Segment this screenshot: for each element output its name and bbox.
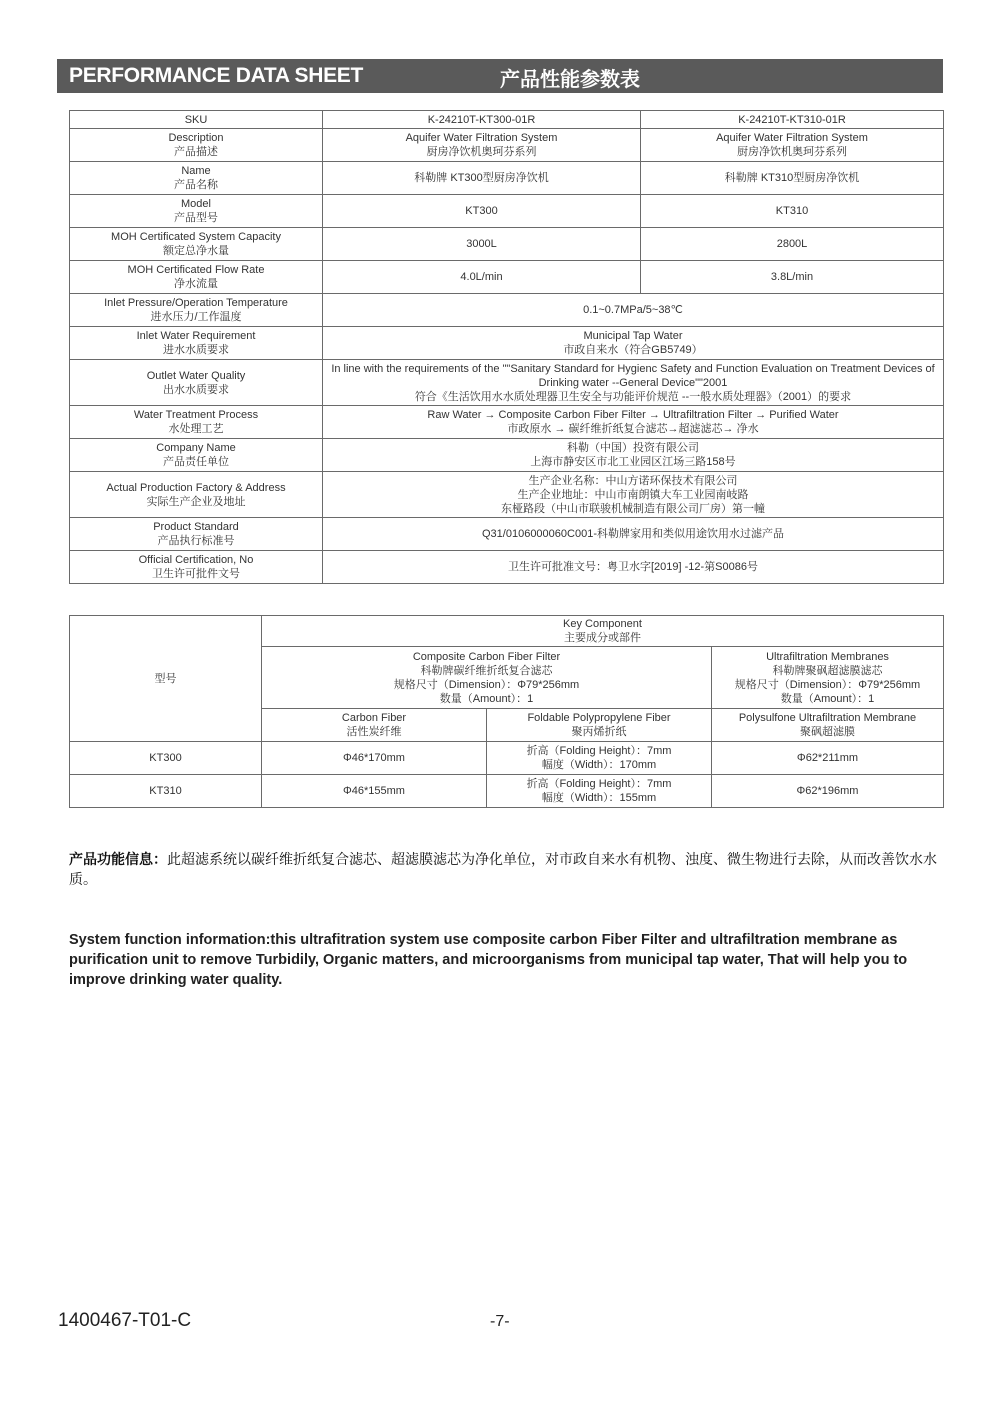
cell-text: 3.8L/min — [770, 271, 814, 283]
function-info-cn — [69, 850, 949, 890]
cell-text: MOH Certificated Flow Rate — [127, 264, 265, 276]
table-row — [70, 472, 944, 518]
model-header — [70, 616, 262, 742]
cell-text: 4.0L/min — [460, 271, 503, 283]
function-info-en-text: this ultrafitration system use composite carbon Fiber Filter and ultrafiltration membrane as purification unit to remove Turbidily, Organic matters, and microorganisms from municipal tap water, That will help you to improve drinking water quality. — [69, 932, 908, 988]
cell-text: 型号 — [154, 672, 177, 685]
pressure-label — [70, 294, 323, 327]
cell-text: 东桠路段（中山市联骏机械制造有限公司厂房）第一幢 — [501, 502, 765, 515]
row-carbon — [262, 742, 487, 775]
cell-text: 2800L — [776, 238, 808, 250]
capacity-label — [70, 228, 323, 261]
row-model — [70, 775, 262, 808]
page-title-en: PERFORMANCE DATA SHEET — [69, 64, 364, 87]
table-row — [70, 294, 944, 327]
cell-text: 数量（Amount）：1 — [780, 692, 875, 705]
cell-text: 上海市静安区市北工业园区江场三路158号 — [530, 456, 736, 468]
function-info-cn-label: 产品功能信息： — [69, 852, 167, 868]
cell-text: Q31/0106000060C001-科勒牌家用和类似用途饮用水过滤产品 — [482, 528, 784, 540]
polysulfone-header — [712, 709, 944, 742]
table-row — [70, 129, 944, 162]
cell-text: 产品执行标准号 — [157, 535, 235, 547]
cell-text: 厨房净饮机奥珂芬系列 — [426, 146, 537, 158]
row-fold — [487, 775, 712, 808]
key-component-header — [262, 616, 944, 647]
cell-text: 卫生许可批准文号：粤卫水字[2019] -12-第S0086号 — [507, 561, 758, 573]
component-table — [69, 615, 944, 808]
polypropylene-header — [487, 709, 712, 742]
cell-text: Official Certification, No — [138, 554, 254, 566]
table-row — [70, 111, 944, 129]
function-info-cn-text: 此超滤系统以碳纤维折纸复合滤芯、超滤膜滤芯为净化单位，对市政自来水有机物、浊度、微生物进行去除，从而改善饮水水质。 — [69, 852, 937, 888]
description-kt300 — [323, 129, 641, 162]
description-label — [70, 129, 323, 162]
sku-label — [70, 111, 323, 129]
cell-text: 幅度（Width）：170mm — [541, 759, 657, 771]
factory-value — [323, 472, 944, 518]
cell-text: Outlet Water Quality — [146, 369, 246, 382]
ccf-filter-header — [262, 647, 712, 709]
cell-text: 活性炭纤维 — [346, 726, 402, 738]
model-label — [70, 195, 323, 228]
table-row — [70, 261, 944, 294]
cell-text: 科勒牌 KT310型厨房净饮机 — [724, 172, 860, 184]
cell-text: 净水流量 — [174, 278, 218, 290]
cell-text: 卫生许可批件文号 — [152, 568, 240, 580]
table-row — [70, 162, 944, 195]
cell-text: 进水压力/工作温度 — [150, 311, 242, 323]
outlet-label — [70, 360, 323, 406]
cell-text: 科勒（中国）投资有限公司 — [567, 442, 699, 454]
sku-kt300 — [323, 111, 641, 129]
cell-text: 水处理工艺 — [168, 423, 224, 435]
cell-text: 符合《生活饮用水水质处理器卫生安全与功能评价规范 --一般水质处理器》（2001）的要求 — [414, 390, 852, 403]
cell-text: Φ62*211mm — [796, 752, 859, 764]
model-kt300 — [323, 195, 641, 228]
carbon-fiber-header — [262, 709, 487, 742]
cell-text: Company Name — [156, 442, 236, 454]
cell-text: In line with the requirements of the ""Sanitary Standard for Hygienc Safety and Function Evaluation on Treatment Devices of Drinking water --General Device""2001 — [331, 362, 935, 389]
sku-kt310 — [641, 111, 944, 129]
cell-text: 产品责任单位 — [163, 456, 229, 468]
standard-value — [323, 518, 944, 551]
cell-text: Carbon Fiber — [341, 712, 407, 724]
table-row — [70, 518, 944, 551]
cell-text: 聚砜超滤膜 — [800, 726, 855, 738]
cell-text: Inlet Pressure/Operation Temperature — [104, 297, 288, 309]
table-row — [70, 195, 944, 228]
row-model — [70, 742, 262, 775]
cell-text: 出水水质要求 — [163, 383, 229, 396]
certification-value — [323, 551, 944, 584]
row-membrane — [712, 742, 944, 775]
certification-label — [70, 551, 323, 584]
cell-text: 产品名称 — [174, 179, 218, 191]
company-value — [323, 439, 944, 472]
description-kt310 — [641, 129, 944, 162]
cell-text: 产品型号 — [174, 212, 218, 224]
cell-text: Description — [168, 132, 224, 144]
cell-text: 科勒牌 KT300型厨房净饮机 — [414, 172, 549, 184]
cell-text: 生产企业地址：中山市南朗镇大车工业园南岐路 — [517, 488, 749, 501]
cell-text: Foldable Polypropylene Fiber — [527, 712, 671, 724]
cell-text: Φ46*170mm — [343, 752, 405, 764]
cell-text: K-24210T-KT300-01R — [427, 113, 536, 126]
cell-text: Aquifer Water Filtration System — [716, 132, 868, 144]
cell-text: Raw Water → Composite Carbon Fiber Filter → Ultrafiltration Filter → Purified Water — [427, 409, 839, 421]
cell-text: Product Standard — [153, 521, 239, 533]
cell-text: Key Component — [563, 618, 642, 630]
cell-text: K-24210T-KT310-01R — [738, 113, 846, 126]
table-row — [70, 742, 944, 775]
factory-label — [70, 472, 323, 518]
cell-text: Aquifer Water Filtration System — [405, 132, 558, 144]
cell-text: 折高（Folding Height）：7mm — [526, 778, 672, 790]
cell-text: KT310 — [149, 785, 182, 797]
name-kt300 — [323, 162, 641, 195]
cell-text: MOH Certificated System Capacity — [111, 231, 281, 243]
inlet-label — [70, 327, 323, 360]
cell-text: 市政自来水（符合GB5749） — [563, 344, 703, 356]
table-row — [70, 228, 944, 261]
cell-text: Ultrafiltration Membranes — [766, 650, 889, 663]
cell-text: Water Treatment Process — [133, 409, 259, 421]
header-bar — [57, 59, 943, 93]
table-row — [70, 406, 944, 439]
cell-text: 规格尺寸（Dimension）：Φ79*256mm — [734, 678, 921, 691]
page-number: -7- — [490, 1313, 510, 1330]
capacity-kt300 — [323, 228, 641, 261]
cell-text: 市政原水 → 碳纤维折纸复合滤芯→超滤滤芯→ 净水 — [507, 423, 759, 435]
cell-text: 进水水质要求 — [163, 344, 229, 356]
cell-text: SKU — [184, 113, 208, 126]
cell-text: Φ46*155mm — [343, 785, 405, 797]
cell-text: 生产企业名称：中山方诺环保技术有限公司 — [528, 474, 738, 487]
cell-text: Φ62*196mm — [796, 785, 859, 797]
cell-text: Model — [181, 198, 211, 210]
cell-text: Actual Production Factory & Address — [106, 481, 286, 494]
cell-text: 产品描述 — [174, 146, 218, 158]
cell-text: 聚丙烯折纸 — [571, 726, 627, 738]
company-label — [70, 439, 323, 472]
uf-membrane-header — [712, 647, 944, 709]
outlet-value — [323, 360, 944, 406]
cell-text: 主要成分或部件 — [564, 632, 641, 644]
cell-text: 0.1~0.7MPa/5~38℃ — [583, 304, 683, 316]
table-row — [70, 360, 944, 406]
document-code: 1400467-T01-C — [58, 1310, 192, 1331]
name-label — [70, 162, 323, 195]
cell-text: 3000L — [466, 238, 497, 250]
cell-text: 科勒牌碳纤维折纸复合滤芯 — [420, 664, 553, 677]
cell-text: KT310 — [775, 205, 809, 217]
capacity-kt310 — [641, 228, 944, 261]
process-value — [323, 406, 944, 439]
cell-text: 数量（Amount）：1 — [439, 692, 534, 705]
cell-text: Composite Carbon Fiber Filter — [412, 650, 561, 663]
table-row — [70, 616, 944, 647]
cell-text: KT300 — [149, 752, 182, 764]
flow-rate-label — [70, 261, 323, 294]
row-membrane — [712, 775, 944, 808]
function-info-en-label: System function information: — [69, 932, 271, 948]
cell-text: Polysulfone Ultrafiltration Membrane — [738, 712, 917, 724]
function-info-en — [69, 930, 949, 990]
table-row — [70, 551, 944, 584]
table-row — [70, 439, 944, 472]
cell-text: 科勒牌聚砜超滤膜滤芯 — [772, 664, 883, 677]
cell-text: 额定总净水量 — [163, 245, 229, 257]
pressure-value — [323, 294, 944, 327]
row-carbon — [262, 775, 487, 808]
cell-text: KT300 — [465, 205, 498, 217]
name-kt310 — [641, 162, 944, 195]
inlet-value — [323, 327, 944, 360]
row-fold — [487, 742, 712, 775]
cell-text: 规格尺寸（Dimension）：Φ79*256mm — [393, 678, 580, 691]
cell-text: Inlet Water Requirement — [136, 330, 256, 342]
table-row — [70, 327, 944, 360]
table-row — [70, 775, 944, 808]
cell-text: Name — [181, 165, 211, 177]
process-label — [70, 406, 323, 439]
cell-text: 实际生产企业及地址 — [146, 495, 246, 508]
cell-text: 厨房净饮机奥珂芬系列 — [737, 146, 847, 158]
model-kt310 — [641, 195, 944, 228]
cell-text: 幅度（Width）：155mm — [541, 792, 657, 804]
cell-text: Municipal Tap Water — [583, 330, 683, 342]
flow-rate-kt310 — [641, 261, 944, 294]
flow-rate-kt300 — [323, 261, 641, 294]
page-title-cn: 产品性能参数表 — [500, 67, 640, 91]
standard-label — [70, 518, 323, 551]
cell-text: 折高（Folding Height）：7mm — [526, 745, 672, 757]
spec-table — [69, 110, 944, 584]
